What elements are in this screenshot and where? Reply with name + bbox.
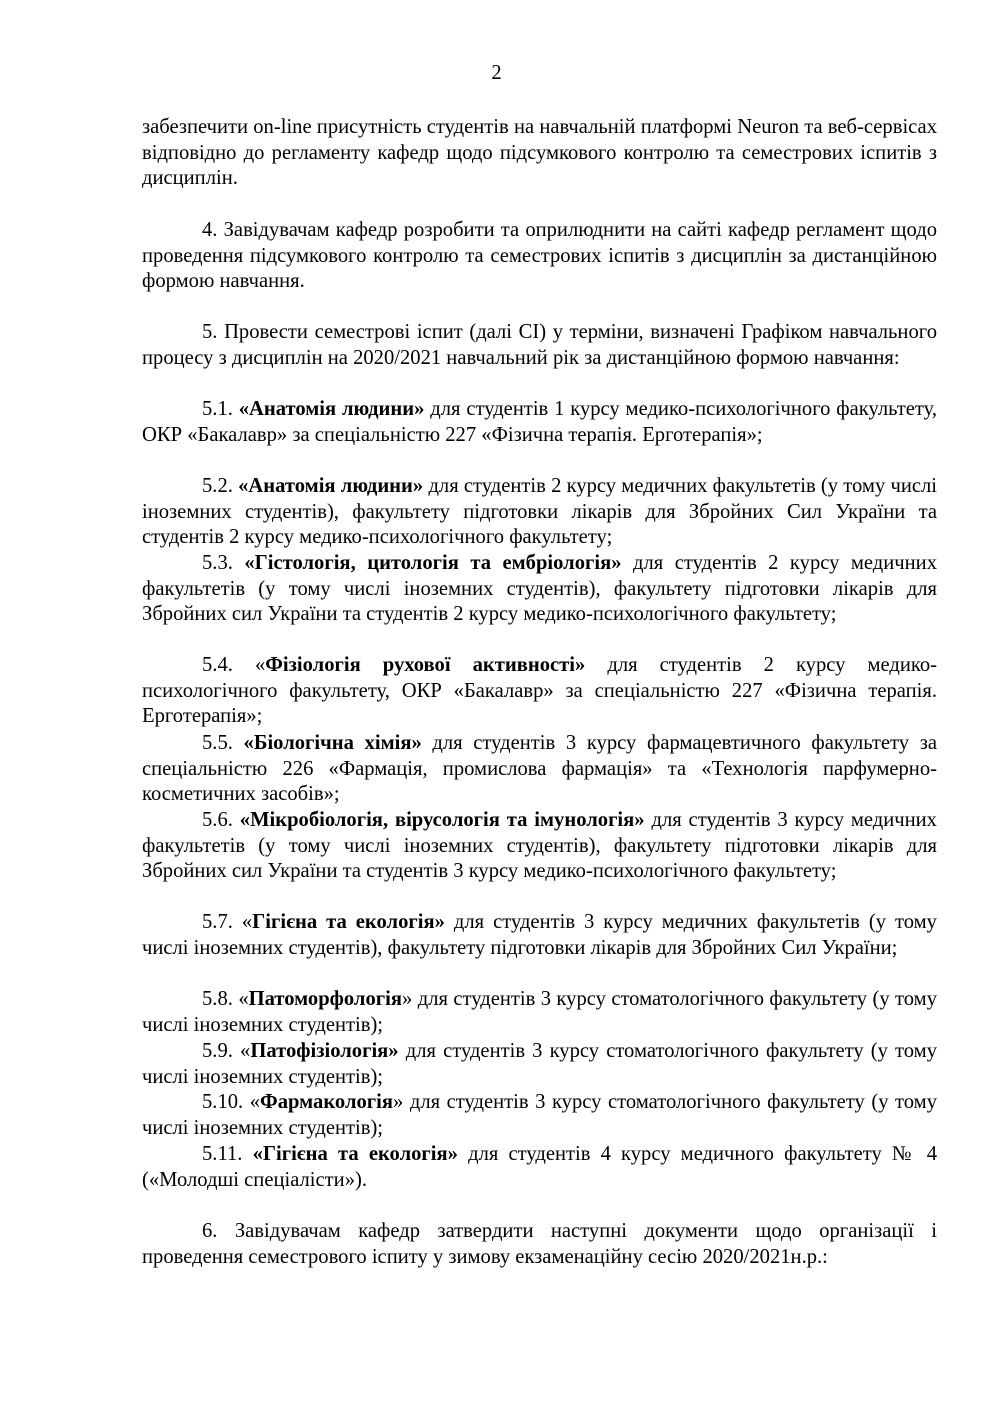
list-item <box>142 910 937 961</box>
item-text: для студентів 3 курсу стоматологічного факультету (у тому числі іноземних студентів); <box>142 1040 937 1088</box>
list-item <box>142 1039 937 1090</box>
item-title: Фармакологія <box>260 1091 394 1113</box>
item-number: 5.8. <box>202 988 233 1010</box>
item-number: 5.3. <box>202 552 233 574</box>
item-title: «Анатомія людини» <box>238 475 424 497</box>
list-item <box>142 1142 937 1193</box>
item-title: «Гігієна та екологія» <box>252 1143 458 1165</box>
item-text: для студентів 2 курсу медико-психологічного факультету, ОКР «Бакалавр» за спеціальністю 227 «Фізична терапія. Ерготерапія»; <box>142 654 937 728</box>
list-item <box>142 551 937 628</box>
item-mid: » <box>393 1091 404 1113</box>
list-item <box>142 1090 937 1141</box>
item-number: 5.10. <box>202 1091 244 1113</box>
list-item <box>142 731 937 808</box>
item-number: 5.9. <box>202 1040 233 1062</box>
item-number: 5.7. <box>202 911 233 933</box>
item-title: Гігієна та екологія» <box>252 911 445 933</box>
item-pre: « <box>240 1040 251 1062</box>
item-title: «Анатомія людини» <box>238 398 425 420</box>
item-number: 5.5. <box>202 732 233 754</box>
item-text: для студентів 4 курсу медичного факультету № 4 («Молодші спеціалісти»). <box>142 1143 938 1191</box>
paragraph-6: 6. Завідувачам кафедр затвердити наступні документи щодо організації і проведення семестрового іспиту у зимову екзаменаційну сесію 2020/2021н.р.: <box>142 1220 937 1268</box>
item-title: «Гістологія, цитологія та ембріологія» <box>244 552 622 574</box>
item-title: Патофізіологія» <box>250 1040 399 1062</box>
list-item <box>142 808 937 885</box>
list-item <box>142 474 937 551</box>
item-title: «Біологічна хімія» <box>243 732 422 754</box>
item-text: для студентів 3 курсу стоматологічного факультету (у тому числі іноземних студентів); <box>142 988 937 1036</box>
item-text: для студентів 3 курсу фармацевтичного факультету за спеціальністю 226 «Фармація, промислова фармація» та «Технологія парфумерно-косметичних засобів»; <box>142 732 937 806</box>
item-number: 5.4. <box>202 654 233 676</box>
item-text: для студентів 3 курсу стоматологічного факультету (у тому числі іноземних студентів); <box>142 1091 937 1139</box>
item-text: для студентів 2 курсу медичних факультетів (у тому числі іноземних студентів), факультету підготовки лікарів для Збройних Сил України та студентів 2 курсу медико-психологічного факультету; <box>142 475 937 549</box>
item-text: для студентів 3 курсу медичних факультетів (у тому числі іноземних студентів), факультету підготовки лікарів для Збройних Сил України; <box>142 911 937 959</box>
item-mid: » <box>402 988 413 1010</box>
item-pre: « <box>254 654 266 676</box>
item-number: 5.11. <box>202 1143 243 1165</box>
item-pre: « <box>249 1091 261 1113</box>
list-item <box>142 653 937 730</box>
paragraph-5: 5. Провести семестрові іспит (далі СІ) у терміни, визначені Графіком навчального процесу з дисциплін на 2020/2021 навчальний рік за дистанційною формою навчання: <box>142 321 937 369</box>
paragraph-4: 4. Завідувачам кафедр розробити та оприлюднити на сайті кафедр регламент щодо проведення підсумкового контролю та семестрових іспитів з дисциплін за дистанційною формою навчання. <box>142 219 937 293</box>
item-title: «Мікробіологія, вірусологія та імунологія» <box>239 809 645 831</box>
item-text: для студентів 3 курсу медичних факультетів (у тому числі іноземних студентів), факультету підготовки лікарів для Збройних сил України та студентів 3 курсу медико-психологічного факультету; <box>142 809 937 883</box>
item-pre: « <box>238 988 249 1010</box>
item-text: для студентів 2 курсу медичних факультетів (у тому числі іноземних студентів), факультету підготовки лікарів для Збройних сил України та студентів 2 курсу медико-психологічного факультету; <box>142 552 937 626</box>
item-number: 5.1. <box>202 398 233 420</box>
item-number: 5.2. <box>202 475 233 497</box>
list-item <box>142 397 937 448</box>
item-number: 5.6. <box>202 809 233 831</box>
list-item <box>142 987 937 1038</box>
item-text: для студентів 1 курсу медико-психологічного факультету, ОКР «Бакалавр» за спеціальністю 227 «Фізична терапія. Ерготерапія»; <box>142 398 937 446</box>
item-title: Патоморфологія <box>248 988 402 1010</box>
item-title: Фізіологія рухової активності» <box>265 654 586 676</box>
item-pre: « <box>241 911 253 933</box>
paragraph-intro: забезпечити on-line присутність студентів на навчальній платформі Neuron та веб-сервісах відповідно до регламенту кафедр щодо підсумкового контролю та семестрових іспитів з дисциплін. <box>142 116 937 190</box>
page-number: 2 <box>491 62 502 84</box>
